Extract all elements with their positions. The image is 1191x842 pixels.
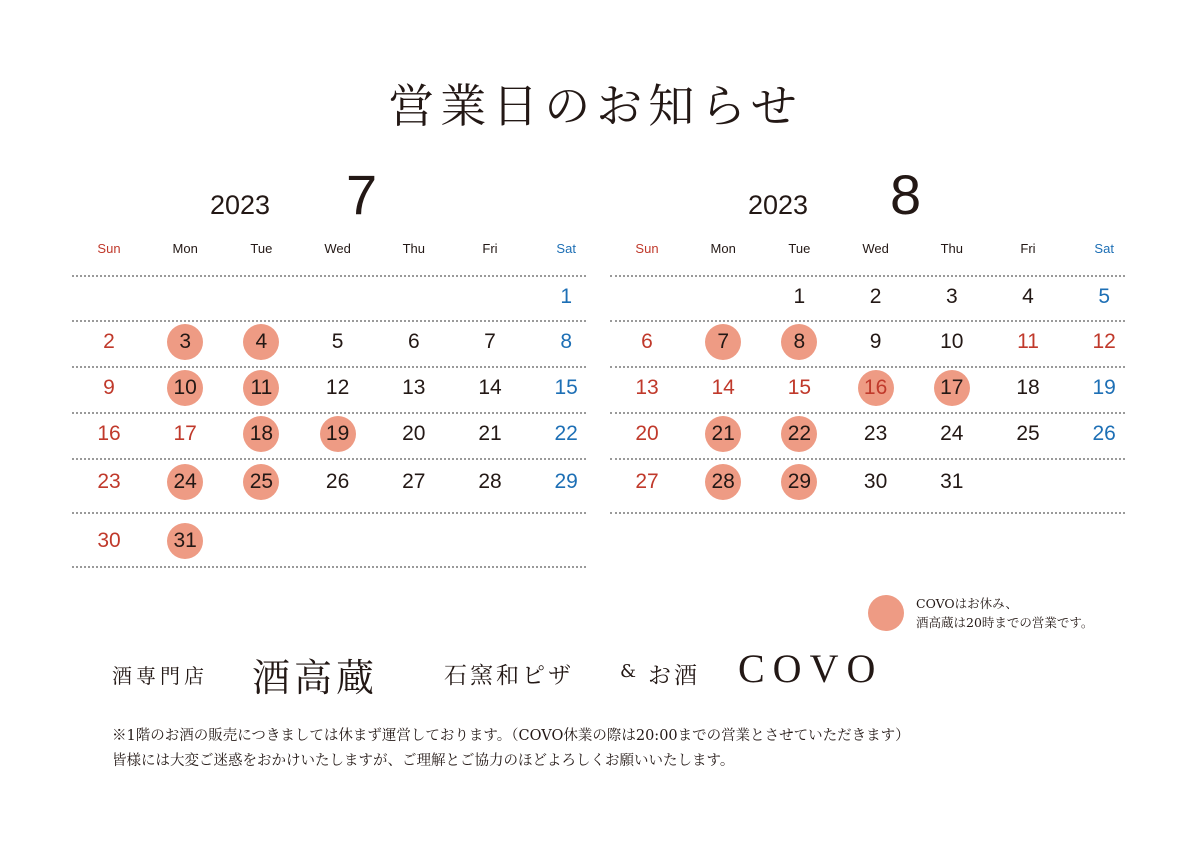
- sake-shop-name: 酒高蔵: [252, 656, 379, 700]
- calendar-day: [1003, 416, 1053, 452]
- row-divider: [610, 320, 1125, 322]
- weekday-label: Wed: [324, 241, 351, 256]
- weekday-label: Wed: [862, 241, 889, 256]
- row-divider: [610, 275, 1125, 277]
- row-divider: [610, 512, 1125, 514]
- calendar-day: [927, 279, 977, 315]
- day-number: 1: [793, 285, 806, 308]
- day-number: 30: [863, 470, 888, 493]
- day-number: 16: [863, 376, 888, 399]
- calendar-day: [541, 324, 591, 360]
- calendar-day: [927, 370, 977, 406]
- legend-line-1: COVOはお休み、: [916, 596, 1018, 611]
- row-divider: [610, 412, 1125, 414]
- day-number: 13: [635, 376, 659, 399]
- calendar-day: [774, 416, 824, 452]
- ampersand: &: [620, 661, 637, 682]
- calendar-day: [236, 464, 286, 500]
- day-number: 17: [173, 422, 197, 445]
- calendar-day: [1003, 324, 1053, 360]
- day-number: 17: [940, 376, 964, 399]
- day-number: 31: [940, 470, 964, 493]
- calendar-day: [774, 324, 824, 360]
- legend-line-2: 酒高蔵は20時までの営業です。: [916, 615, 1094, 630]
- day-number: 25: [1016, 422, 1040, 445]
- row-divider: [72, 458, 586, 460]
- calendar-day: [160, 370, 210, 406]
- day-number: 29: [787, 470, 812, 493]
- day-number: 16: [97, 422, 121, 445]
- day-number: 3: [179, 330, 192, 353]
- sake-shop-label: 酒専門店: [112, 664, 208, 688]
- day-number: 4: [1022, 285, 1034, 308]
- calendar-day: [160, 464, 210, 500]
- day-number: 30: [97, 529, 121, 552]
- day-number: 2: [869, 285, 882, 308]
- row-divider: [72, 512, 586, 514]
- day-number: 20: [635, 422, 659, 445]
- calendar-day: [389, 324, 439, 360]
- weekday-label: Thu: [940, 241, 963, 256]
- calendar-year: 2023: [748, 190, 809, 220]
- calendar-day: [1079, 370, 1129, 406]
- calendar-day: [84, 324, 134, 360]
- calendar-month: 7: [346, 163, 378, 226]
- calendar-day: [698, 370, 748, 406]
- day-number: 4: [255, 330, 268, 353]
- row-divider: [72, 566, 586, 568]
- day-number: 28: [478, 470, 502, 493]
- weekday-label: Tue: [250, 241, 273, 256]
- calendar-day: [236, 324, 286, 360]
- calendar-day: [851, 324, 901, 360]
- note-line-2: 皆様には大変ご迷惑をおかけいたしますが、ご理解とご協力のほどよろしくお願いいたします。: [112, 753, 735, 769]
- day-number: 27: [635, 470, 659, 493]
- day-number: 15: [787, 376, 812, 399]
- day-number: 10: [173, 376, 197, 399]
- calendar-day: [698, 416, 748, 452]
- day-number: 19: [325, 422, 350, 445]
- day-number: 27: [402, 470, 426, 493]
- day-number: 5: [1098, 285, 1111, 308]
- day-number: 3: [945, 285, 958, 308]
- legend-closed-dot: [868, 595, 904, 631]
- calendar-day: [851, 464, 901, 500]
- row-divider: [610, 366, 1125, 368]
- day-number: 6: [407, 330, 420, 353]
- calendar-day: [1079, 416, 1129, 452]
- calendar-day: [541, 464, 591, 500]
- day-number: 15: [554, 376, 578, 399]
- day-number: 29: [554, 470, 578, 493]
- calendar-day: [1003, 279, 1053, 315]
- day-number: 24: [173, 470, 197, 493]
- calendar-day: [160, 324, 210, 360]
- day-number: 21: [478, 422, 502, 445]
- weekday-label: Thu: [402, 241, 425, 256]
- calendar-day: [1079, 324, 1129, 360]
- weekday-label: Fri: [482, 241, 498, 256]
- calendar-day: [84, 416, 134, 452]
- day-number: 10: [940, 330, 964, 353]
- notes: [112, 724, 910, 774]
- calendar-day: [236, 416, 286, 452]
- legend-text: [916, 594, 1093, 632]
- calendar-year: 2023: [210, 190, 271, 220]
- day-number: 14: [711, 376, 735, 399]
- day-number: 12: [325, 376, 350, 399]
- day-number: 6: [641, 330, 653, 353]
- calendar-day: [622, 416, 672, 452]
- weekday-label: Sun: [635, 241, 659, 256]
- day-number: 18: [249, 422, 274, 445]
- calendar-day: [389, 464, 439, 500]
- calendar-day: [160, 416, 210, 452]
- calendar-day: [84, 464, 134, 500]
- calendar-day: [84, 523, 134, 559]
- day-number: 26: [325, 470, 350, 493]
- calendar-day: [313, 324, 363, 360]
- calendar-day: [851, 279, 901, 315]
- calendar-day: [313, 416, 363, 452]
- day-number: 11: [250, 376, 273, 399]
- day-number: 2: [103, 330, 115, 353]
- day-number: 20: [402, 422, 426, 445]
- calendar-day: [1079, 279, 1129, 315]
- calendar-day: [465, 416, 515, 452]
- calendar-day: [927, 416, 977, 452]
- row-divider: [72, 366, 586, 368]
- day-number: 13: [402, 376, 426, 399]
- day-number: 31: [173, 529, 197, 552]
- weekday-label: Mon: [710, 241, 736, 256]
- weekday-label: Tue: [788, 241, 811, 256]
- row-divider: [72, 412, 586, 414]
- calendar-day: [927, 324, 977, 360]
- calendar-month: 8: [890, 163, 922, 226]
- calendar-day: [698, 464, 748, 500]
- note-line-1: ※1階のお酒の販売につきましては休まず運営しております。（COVO休業の際は20:00までの営業とさせていただきます）: [112, 728, 910, 744]
- day-number: 28: [711, 470, 735, 493]
- day-number: 7: [484, 330, 496, 353]
- day-number: 24: [940, 422, 964, 445]
- calendar-day: [927, 464, 977, 500]
- day-number: 7: [717, 330, 730, 353]
- day-number: 8: [793, 330, 806, 353]
- covo-shop-label: 石窯和ピザ: [444, 663, 574, 689]
- day-number: 26: [1092, 422, 1116, 445]
- calendar-day: [465, 464, 515, 500]
- calendar-day: [84, 370, 134, 406]
- weekday-label: Fri: [1020, 241, 1036, 256]
- calendar-day: [541, 416, 591, 452]
- row-divider: [610, 458, 1125, 460]
- calendar-day: [389, 370, 439, 406]
- day-number: 1: [560, 285, 573, 308]
- calendar-day: [1003, 370, 1053, 406]
- day-number: 9: [869, 330, 882, 353]
- day-number: 18: [1016, 376, 1040, 399]
- calendar-day: [160, 523, 210, 559]
- calendar-day: [541, 370, 591, 406]
- calendar-day: [465, 370, 515, 406]
- calendar-day: [851, 370, 901, 406]
- calendar-day: [774, 370, 824, 406]
- calendar-day: [465, 324, 515, 360]
- calendar-day: [236, 370, 286, 406]
- page-title: 営業日のお知らせ: [388, 79, 803, 133]
- calendar-day: [774, 279, 824, 315]
- day-number: 19: [1092, 376, 1116, 399]
- day-number: 22: [787, 422, 812, 445]
- calendar-day: [698, 324, 748, 360]
- calendar-day: [622, 324, 672, 360]
- weekday-label: Sat: [556, 241, 576, 256]
- covo-shop-name: COVO: [738, 646, 884, 691]
- calendar-day: [774, 464, 824, 500]
- calendar-day: [622, 464, 672, 500]
- row-divider: [72, 275, 586, 277]
- calendar-day: [313, 464, 363, 500]
- day-number: 23: [97, 470, 121, 493]
- covo-shop-label-2: お酒: [648, 663, 700, 689]
- weekday-label: Sun: [97, 241, 121, 256]
- day-number: 9: [103, 376, 115, 399]
- day-number: 5: [331, 330, 344, 353]
- row-divider: [72, 320, 586, 322]
- day-number: 21: [711, 422, 735, 445]
- day-number: 8: [560, 330, 573, 353]
- calendar-day: [389, 416, 439, 452]
- calendar-day: [541, 279, 591, 315]
- calendar-day: [313, 370, 363, 406]
- day-number: 14: [478, 376, 502, 399]
- day-number: 22: [554, 422, 578, 445]
- weekday-label: Sat: [1094, 241, 1114, 256]
- calendar-day: [851, 416, 901, 452]
- day-number: 25: [249, 470, 274, 493]
- weekday-label: Mon: [172, 241, 198, 256]
- day-number: 12: [1092, 330, 1116, 353]
- calendar-day: [622, 370, 672, 406]
- day-number: 11: [1017, 330, 1039, 353]
- day-number: 23: [863, 422, 888, 445]
